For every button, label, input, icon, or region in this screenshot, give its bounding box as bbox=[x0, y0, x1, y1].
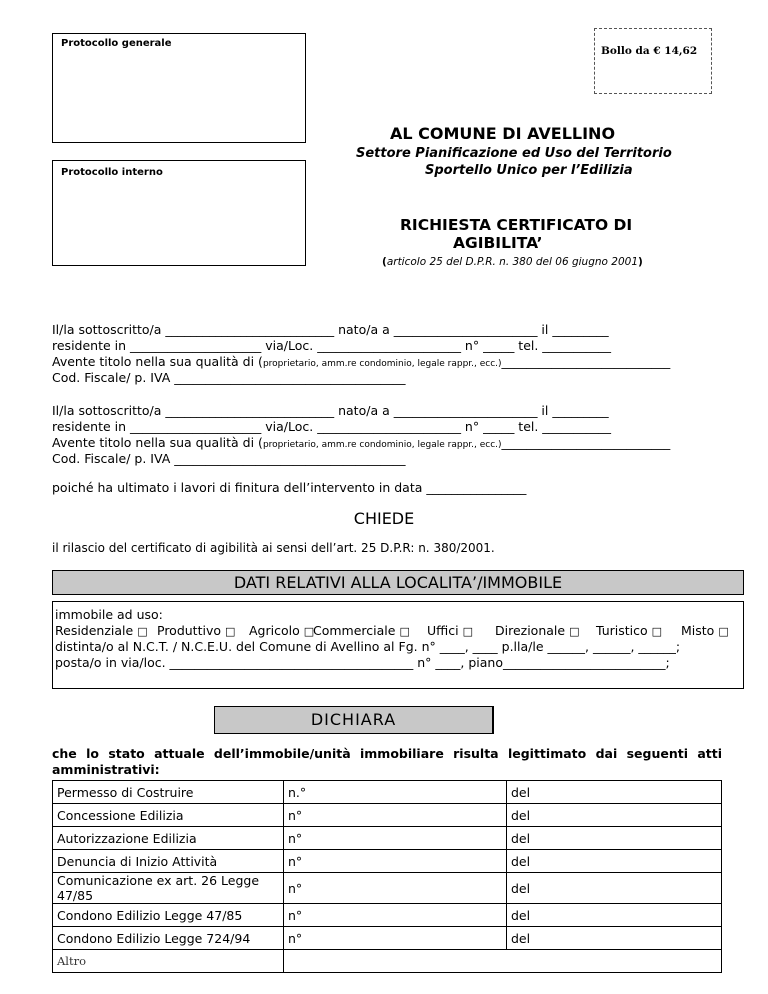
chiede-heading: CHIEDE bbox=[353, 509, 415, 528]
table-row bbox=[53, 781, 722, 804]
atto-label: Condono Edilizio Legge 47/85 bbox=[53, 904, 284, 927]
bollo-label: Bollo da € 14,62 bbox=[601, 45, 698, 57]
option-misto-label: Misto bbox=[681, 623, 715, 638]
checkbox-commerciale[interactable]: □ bbox=[399, 625, 410, 638]
applicant1-name-line[interactable]: Il/la sottoscritto/a ___________________________ nato/a a _______________________ il _________ bbox=[52, 322, 609, 337]
atto-data-field[interactable]: del bbox=[507, 804, 722, 827]
atto-label: Permesso di Costruire bbox=[53, 781, 284, 804]
checkbox-uffici[interactable]: □ bbox=[462, 625, 473, 638]
checkbox-residenziale[interactable]: □ bbox=[137, 625, 148, 638]
legal-reference bbox=[382, 256, 643, 268]
checkbox-misto[interactable]: □ bbox=[718, 625, 729, 638]
legal-reference-text: articolo 25 del D.P.R. n. 380 del 06 giugno 2001 bbox=[386, 256, 638, 268]
applicant1-cf-line[interactable]: Cod. Fiscale/ p. IVA _____________________________________ bbox=[52, 370, 406, 385]
table-row bbox=[53, 873, 722, 904]
protocollo-generale-box bbox=[52, 33, 306, 143]
atto-data-field[interactable]: del bbox=[507, 927, 722, 950]
rilascio-text: il rilascio del certificato di agibilità ai sensi dell’art. 25 D.P.R: n. 380/2001. bbox=[52, 541, 495, 555]
option-agricolo[interactable] bbox=[249, 623, 314, 638]
atto-label: Condono Edilizio Legge 724/94 bbox=[53, 927, 284, 950]
atto-label: Denuncia di Inizio Attività bbox=[53, 850, 284, 873]
atto-numero-field[interactable]: n.° bbox=[284, 781, 507, 804]
option-agricolo-label: Agricolo bbox=[249, 623, 300, 638]
protocollo-interno-label: Protocollo interno bbox=[61, 167, 163, 178]
atto-data-field[interactable]: del bbox=[507, 904, 722, 927]
applicant1-address-line[interactable]: residente in _____________________ via/Loc. _______________________ n° _____ tel. ___________ bbox=[52, 338, 612, 353]
table-row bbox=[53, 804, 722, 827]
atto-numero-field[interactable]: n° bbox=[284, 927, 507, 950]
checkbox-produttivo[interactable]: □ bbox=[225, 625, 236, 638]
atto-numero-field[interactable]: n° bbox=[284, 850, 507, 873]
applicant1-title-blank[interactable]: ___________________________ bbox=[501, 354, 671, 369]
altro-label: Altro bbox=[53, 950, 284, 973]
atto-numero-field[interactable]: n° bbox=[284, 873, 507, 904]
table-row bbox=[53, 827, 722, 850]
option-commerciale[interactable] bbox=[313, 623, 410, 638]
option-residenziale[interactable] bbox=[55, 623, 148, 638]
altro-field[interactable] bbox=[284, 950, 722, 973]
immobile-box bbox=[52, 601, 744, 689]
option-misto[interactable] bbox=[681, 623, 729, 638]
legal-reference-close: ) bbox=[638, 256, 643, 268]
document-title-line1: RICHIESTA CERTIFICATO DI bbox=[400, 216, 633, 234]
applicant2-address-line[interactable]: residente in _____________________ via/Loc. _______________________ n° _____ tel. ___________ bbox=[52, 419, 612, 434]
applicant2-cf-line[interactable]: Cod. Fiscale/ p. IVA _____________________________________ bbox=[52, 451, 406, 466]
option-turistico[interactable] bbox=[596, 623, 662, 638]
protocollo-generale-label: Protocollo generale bbox=[61, 38, 172, 49]
dati-header: DATI RELATIVI ALLA LOCALITA’/IMMOBILE bbox=[52, 570, 744, 595]
option-uffici-label: Uffici bbox=[427, 623, 459, 638]
checkbox-agricolo[interactable]: □ bbox=[303, 625, 315, 638]
sportello-line: Sportello Unico per l’Edilizia bbox=[425, 163, 633, 178]
atto-numero-field[interactable]: n° bbox=[284, 904, 507, 927]
table-row bbox=[53, 904, 722, 927]
document-title-line2: AGIBILITA’ bbox=[453, 234, 543, 252]
atto-data-field[interactable]: del bbox=[507, 827, 722, 850]
option-produttivo-label: Produttivo bbox=[157, 623, 222, 638]
option-direzionale[interactable] bbox=[495, 623, 579, 638]
bollo-box bbox=[594, 28, 712, 94]
option-produttivo[interactable] bbox=[157, 623, 235, 638]
option-direzionale-label: Direzionale bbox=[495, 623, 566, 638]
checkbox-turistico[interactable]: □ bbox=[651, 625, 663, 638]
immobile-uso-label: immobile ad uso: bbox=[55, 607, 163, 622]
option-uffici[interactable] bbox=[427, 623, 473, 638]
applicant1-title-line[interactable] bbox=[52, 354, 670, 369]
atto-label: Comunicazione ex art. 26 Legge 47/85 bbox=[53, 873, 284, 904]
table-row bbox=[53, 927, 722, 950]
atto-label: Concessione Edilizia bbox=[53, 804, 284, 827]
atti-table bbox=[52, 780, 722, 973]
atto-numero-field[interactable]: n° bbox=[284, 804, 507, 827]
completion-date-line[interactable]: poiché ha ultimato i lavori di finitura dell’intervento in data ________________ bbox=[52, 480, 527, 495]
option-turistico-label: Turistico bbox=[596, 623, 648, 638]
option-residenziale-label: Residenziale bbox=[55, 623, 134, 638]
table-row-altro bbox=[53, 950, 722, 973]
dichiara-header: DICHIARA bbox=[214, 706, 494, 734]
catasto-line[interactable]: distinta/o al N.C.T. / N.C.E.U. del Comune di Avellino al Fg. n° ____, ____ p.lla/le ______, ______, ______; bbox=[55, 639, 681, 654]
applicant2-title-label: Avente titolo nella sua qualità di ( bbox=[52, 435, 263, 450]
applicant1-title-label: Avente titolo nella sua qualità di ( bbox=[52, 354, 263, 369]
atto-numero-field[interactable]: n° bbox=[284, 827, 507, 850]
atto-data-field[interactable]: del bbox=[507, 781, 722, 804]
applicant2-title-blank[interactable]: ___________________________ bbox=[501, 435, 671, 450]
table-row bbox=[53, 850, 722, 873]
legal-reference-open: ( bbox=[382, 256, 387, 268]
applicant2-title-line[interactable] bbox=[52, 435, 670, 450]
option-commerciale-label: Commerciale bbox=[313, 623, 396, 638]
protocollo-interno-box bbox=[52, 160, 306, 266]
atto-data-field[interactable]: del bbox=[507, 850, 722, 873]
applicant1-title-hint: proprietario, amm.re condominio, legale rappr., ecc.) bbox=[262, 359, 502, 369]
atto-data-field[interactable]: del bbox=[507, 873, 722, 904]
applicant2-name-line[interactable]: Il/la sottoscritto/a ___________________________ nato/a a _______________________ il _________ bbox=[52, 403, 609, 418]
addressee-title: AL COMUNE DI AVELLINO bbox=[390, 124, 616, 143]
dichiara-text: che lo stato attuale dell’immobile/unità immobiliare risulta legittimato dai seguenti atti amministrativi: bbox=[52, 746, 722, 777]
applicant2-title-hint: proprietario, amm.re condominio, legale rappr., ecc.) bbox=[262, 440, 502, 450]
checkbox-direzionale[interactable]: □ bbox=[569, 625, 580, 638]
atto-label: Autorizzazione Edilizia bbox=[53, 827, 284, 850]
ubicazione-line[interactable]: posta/o in via/loc. _______________________________________ n° ____, piano__________________________; bbox=[55, 655, 670, 670]
settore-line: Settore Pianificazione ed Uso del Territorio bbox=[356, 146, 672, 161]
